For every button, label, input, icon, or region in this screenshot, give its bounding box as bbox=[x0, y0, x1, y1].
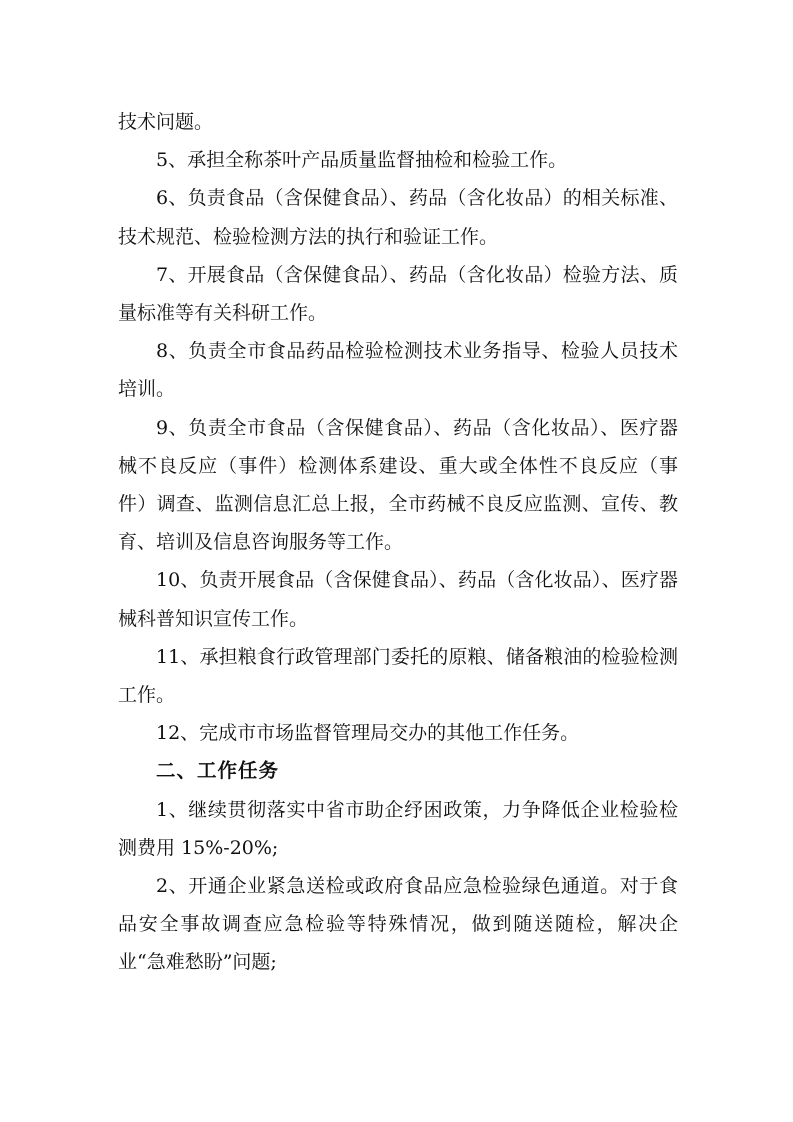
paragraph-item-8: 8、负责全市食品药品检验检测技术业务指导、检验人员技术培训。 bbox=[118, 340, 678, 401]
paragraph-item-7: 7、开展食品（含保健食品）、药品（含化妆品）检验方法、质量标准等有关科研工作。 bbox=[118, 263, 678, 325]
paragraph-item-5: 5、承担全称茶叶产品质量监督抽检和检验工作。 bbox=[156, 149, 568, 172]
paragraph-task-2: 2、开通企业紧急送检或政府食品应急检验绿色通道。对于食品安全事故调查应急检验等特殊情况，做到随送随检，解决企业“急难愁盼”问题; bbox=[118, 875, 678, 974]
paragraph-continuation: 技术问题。 bbox=[118, 111, 214, 133]
paragraph-item-9: 9、负责全市食品（含保健食品）、药品（含化妆品）、医疗器械不良反应（事件）检测体系建设、重大或全体性不良反应（事件）调查、监测信息汇总上报，全市药械不良反应监测、宣传、教育、培训及信息咨询服务等工作。 bbox=[118, 416, 678, 554]
paragraph-task-1: 1、继续贯彻落实中省市助企纾困政策，力争降低企业检验检测费用 15%-20%; bbox=[118, 798, 678, 859]
paragraph-item-6: 6、负责食品（含保健食品）、药品（含化妆品）的相关标准、技术规范、检验检测方法的执行和验证工作。 bbox=[118, 187, 678, 248]
paragraph-item-10: 10、负责开展食品（含保健食品）、药品（含化妆品）、医疗器械科普知识宣传工作。 bbox=[118, 569, 678, 630]
paragraph-item-11: 11、承担粮食行政管理部门委托的原粮、储备粮油的检验检测工作。 bbox=[118, 645, 678, 707]
paragraph-item-12: 12、完成市市场监督管理局交办的其他工作任务。 bbox=[156, 722, 580, 745]
section-heading-work-tasks: 二、工作任务 bbox=[156, 759, 280, 783]
document-body bbox=[118, 103, 678, 982]
